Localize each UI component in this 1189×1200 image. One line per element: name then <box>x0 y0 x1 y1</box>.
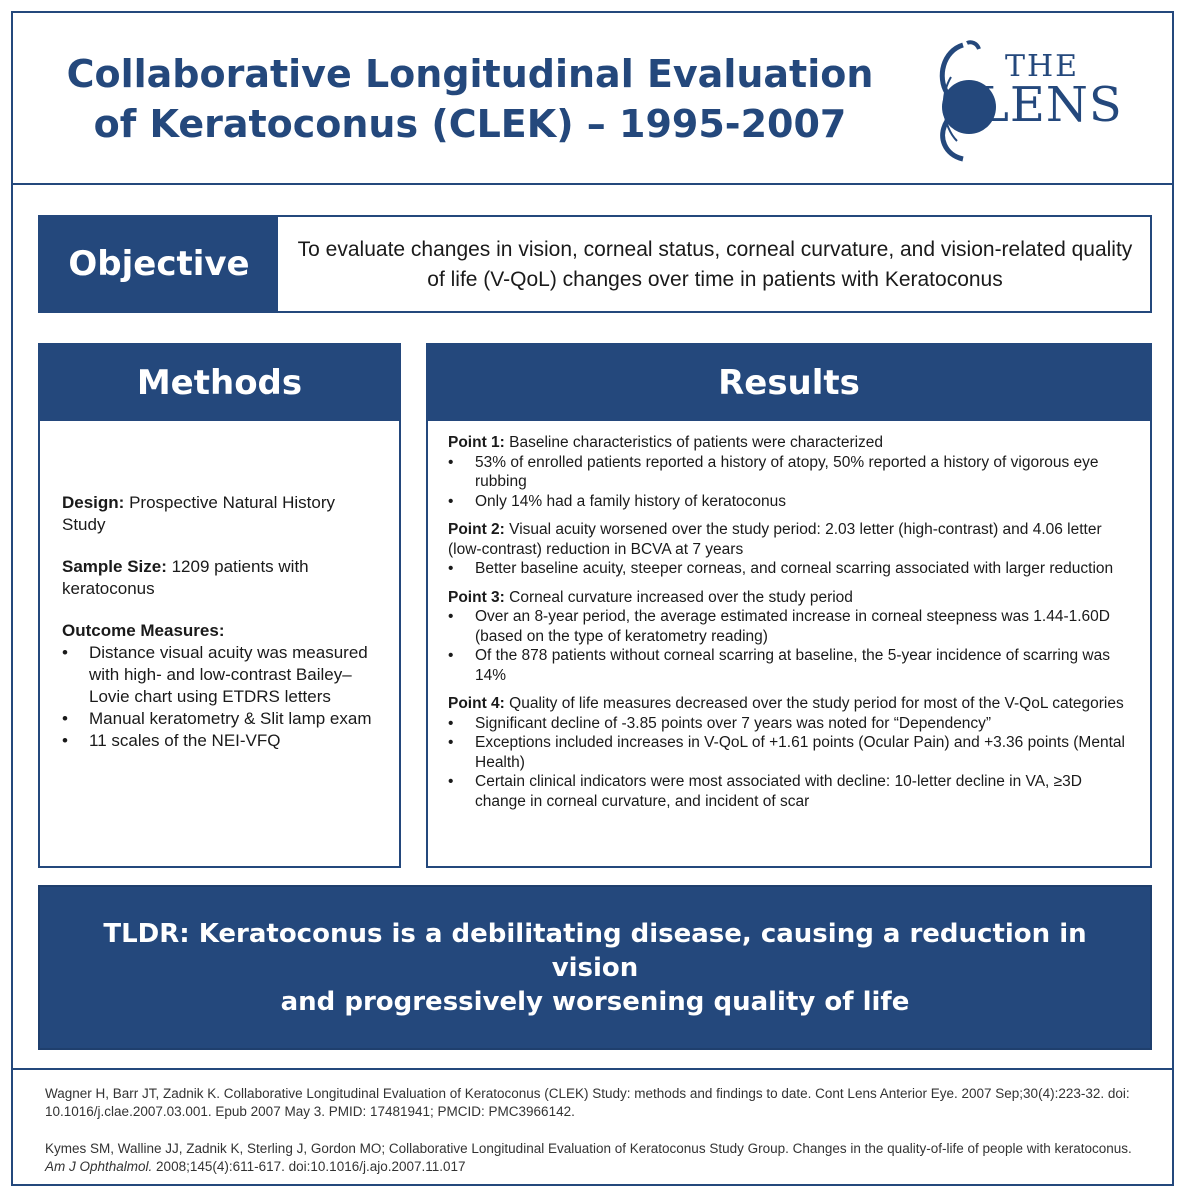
point-2-bullets <box>448 559 1128 579</box>
point-3-label: Point 3: <box>448 588 505 606</box>
outcome-measures-label: Outcome Measures: <box>62 621 225 640</box>
logo-the-text: THE <box>1005 49 1080 84</box>
point-4-bullets <box>448 714 1128 812</box>
methods-heading: Methods <box>40 345 399 421</box>
results-body <box>448 433 1128 820</box>
point-3-bullets <box>448 607 1128 685</box>
title-line-2: of Keratoconus (CLEK) – 1995-2007 <box>93 102 847 146</box>
sample-size-paragraph <box>62 556 382 600</box>
list-item: • Only 14% had a family history of keratoconus <box>448 492 1128 512</box>
objective-text: To evaluate changes in vision, corneal status, corneal curvature, and vision-related quality of life (V-QoL) changes over time in patients with Keratoconus <box>297 238 1133 291</box>
result-point-2 <box>448 520 1128 579</box>
list-item: • 11 scales of the NEI-VFQ <box>62 730 382 752</box>
title-line-1: Collaborative Longitudinal Evaluation <box>66 52 874 96</box>
results-panel <box>426 343 1152 868</box>
result-point-4 <box>448 694 1128 811</box>
list-item: • Certain clinical indicators were most associated with decline: 10-letter decline in VA, ≥3D change in corneal curvature, and incident of scar <box>448 772 1128 811</box>
point-3-summary <box>448 588 1128 608</box>
sample-size-text: 1209 patients with keratoconus <box>62 557 309 598</box>
list-item: • 53% of enrolled patients reported a history of atopy, 50% reported a history of vigorous eye rubbing <box>448 453 1128 492</box>
tldr-banner <box>38 885 1152 1050</box>
point-4-text: Quality of life measures decreased over the study period for most of the V-QoL categories <box>504 695 1124 712</box>
list-item: • Significant decline of -3.85 points over 7 years was noted for “Dependency” <box>448 714 1128 734</box>
point-2-label: Point 2: <box>448 521 505 538</box>
point-1-summary <box>448 433 1128 453</box>
design-paragraph <box>62 492 382 536</box>
point-1-label: Point 1: <box>448 434 505 451</box>
result-point-1 <box>448 433 1128 511</box>
point-1-text: Baseline characteristics of patients were characterized <box>504 434 884 451</box>
result-point-3 <box>448 588 1128 686</box>
point-4-summary <box>448 694 1128 714</box>
design-text: Prospective Natural History Study <box>62 493 336 534</box>
reference-1: Wagner H, Barr JT, Zadnik K. Collaborative Longitudinal Evaluation of Keratoconus (CLEK) Study: methods and findings to date. Cont Lens Anterior Eye. 2007 Sep;30(4):223-32. doi: 10.1016/j.clae.2007.03.001. Epub 2007 May 3. PMID: 17481941; PMCID: PMC3966142. <box>45 1086 1130 1119</box>
list-item: • Over an 8-year period, the average estimated increase in corneal steepness was 1.44-1.60D (based on the type of keratometry reading) <box>448 607 1128 646</box>
objective-label: Objective <box>40 217 278 311</box>
sample-size-label: Sample Size: <box>62 557 167 576</box>
list-item: • Manual keratometry & Slit lamp exam <box>62 708 382 730</box>
outcome-measures-list <box>62 642 382 752</box>
design-label: Design: <box>62 493 125 512</box>
point-1-bullets <box>448 453 1128 512</box>
reference-2-authors: Kymes SM, Walline JJ, Zadnik K, Sterling J, Gordon MO; Collaborative Longitudinal Evaluation of Keratoconus Study Group. Changes in the quality-of-life of people with keratoconus. <box>45 1141 1132 1156</box>
logo-lens-text: LENS <box>977 77 1123 133</box>
poster-frame <box>11 11 1174 1186</box>
results-heading: Results <box>428 345 1150 421</box>
page-title <box>35 49 905 149</box>
point-2-summary <box>448 520 1128 559</box>
the-lens-logo <box>921 37 1151 162</box>
point-3-text: Corneal curvature increased over the study period <box>504 588 853 606</box>
objective-section <box>38 215 1152 313</box>
point-2-text: Visual acuity worsened over the study period: 2.03 letter (high-contrast) and 4.06 letter (low-contrast) reduction in BCVA at 7 years <box>448 521 1102 558</box>
methods-body <box>62 492 382 752</box>
list-item: • Distance visual acuity was measured with high- and low-contrast Bailey–Lovie chart using ETDRS letters <box>62 642 382 708</box>
tldr-line-2: and progressively worsening quality of life <box>280 987 910 1017</box>
tldr-text <box>60 917 1130 1019</box>
methods-panel <box>38 343 401 868</box>
point-4-label: Point 4: <box>448 695 505 712</box>
reference-2-details: 2008;145(4):611-617. doi:10.1016/j.ajo.2007.11.017 <box>152 1159 466 1174</box>
list-item: • Of the 878 patients without corneal scarring at baseline, the 5-year incidence of scarring was 14% <box>448 646 1128 685</box>
list-item: • Better baseline acuity, steeper corneas, and corneal scarring associated with larger reduction <box>448 559 1128 579</box>
references-section <box>13 1068 1172 1184</box>
header <box>13 13 1172 185</box>
reference-2-journal: Am J Ophthalmol. <box>45 1159 153 1174</box>
list-item: • Exceptions included increases in V-QoL of +1.61 points (Ocular Pain) and +3.36 points (Mental Health) <box>448 733 1128 772</box>
reference-2 <box>45 1140 1140 1176</box>
tldr-line-1: TLDR: Keratoconus is a debilitating disease, causing a reduction in vision <box>103 919 1087 983</box>
